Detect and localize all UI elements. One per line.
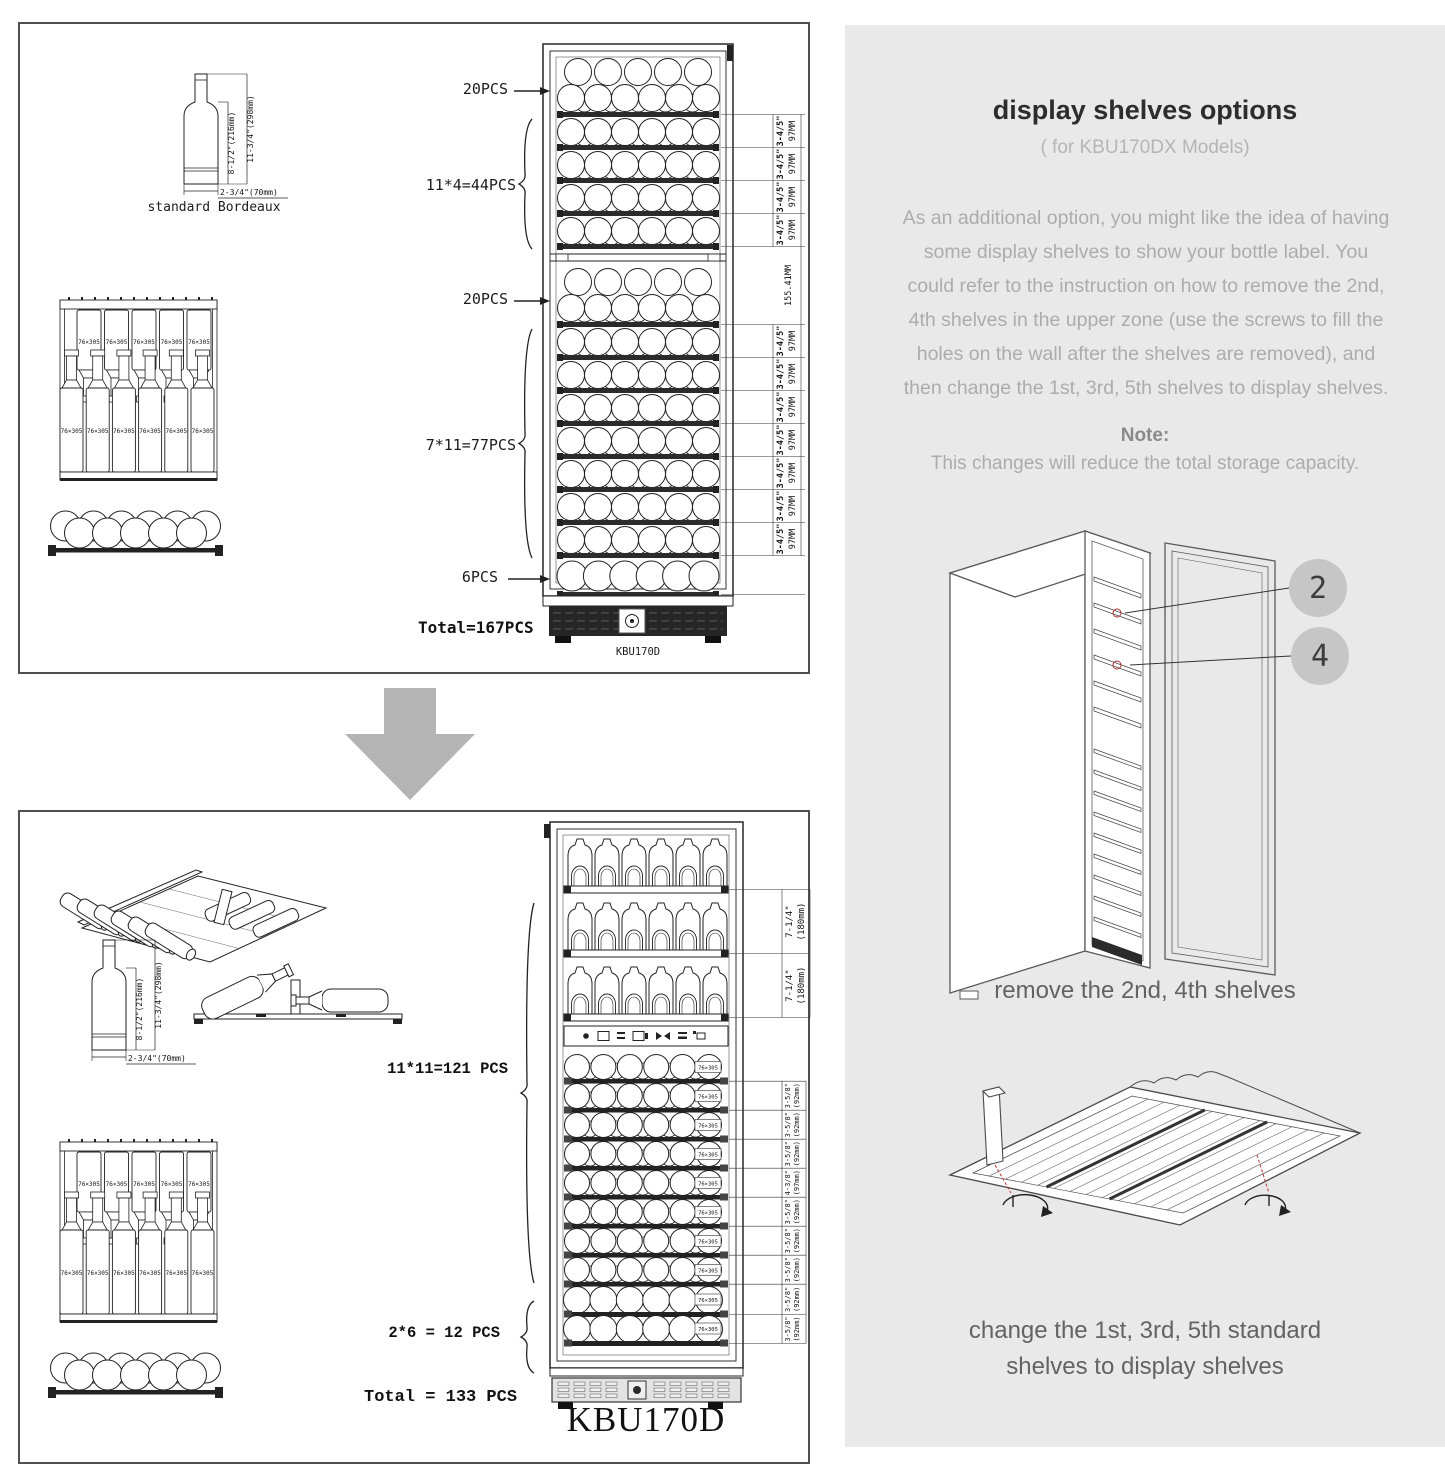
svg-text:97MM: 97MM: [788, 396, 798, 418]
svg-text:97MM: 97MM: [788, 528, 798, 550]
svg-text:76×305: 76×305: [160, 1181, 183, 1188]
svg-text:76×305: 76×305: [60, 1270, 83, 1277]
display-shelf-side-drawing: [188, 940, 413, 1040]
svg-text:4: 4: [1310, 639, 1330, 674]
caption-change-shelves-line2: shelves to display shelves: [1006, 1353, 1284, 1380]
svg-text:76×305: 76×305: [165, 1270, 188, 1277]
standard-bordeaux-bottle-drawing: [148, 64, 298, 214]
svg-text:76×305: 76×305: [698, 1152, 718, 1159]
svg-text:3-4/5": 3-4/5": [776, 115, 786, 147]
svg-text:(92mm): (92mm): [793, 1083, 801, 1109]
svg-text:(92mm): (92mm): [793, 1141, 801, 1167]
bottle-caption: standard Bordeaux: [147, 200, 281, 215]
svg-text:2: 2: [1308, 571, 1328, 606]
svg-text:2-3/4"(70mm): 2-3/4"(70mm): [220, 188, 278, 197]
arrow-right-icon: [514, 85, 550, 97]
svg-text:76×305: 76×305: [698, 1065, 718, 1072]
label-44pcs: 11*4=44PCS: [425, 176, 516, 194]
arrow-right-icon: [508, 573, 550, 585]
brace-121-zone: [520, 902, 536, 1284]
svg-text:3-4/5": 3-4/5": [776, 391, 786, 423]
label-20pcs-top: 20PCS: [462, 80, 508, 98]
svg-text:76×305: 76×305: [139, 1270, 161, 1277]
svg-text:76×305: 76×305: [698, 1210, 718, 1217]
svg-text:97MM: 97MM: [788, 186, 798, 208]
cabinet-front-view-167: [533, 42, 833, 654]
svg-text:3-4/5": 3-4/5": [776, 148, 786, 180]
svg-text:(92mm): (92mm): [793, 1112, 801, 1138]
svg-text:76×305: 76×305: [698, 1181, 718, 1188]
label-total-133: Total = 133 PCS: [364, 1388, 518, 1407]
svg-text:76×305: 76×305: [78, 1181, 100, 1188]
svg-text:3-4/5": 3-4/5": [776, 358, 786, 390]
svg-text:97MM: 97MM: [788, 330, 798, 352]
svg-text:76×305: 76×305: [188, 339, 210, 346]
svg-text:8-1/2"(216mm): 8-1/2"(216mm): [227, 111, 236, 175]
svg-text:76×305: 76×305: [698, 1268, 718, 1275]
svg-text:3-4/5": 3-4/5": [776, 424, 786, 456]
bottom-capacity-panel: [18, 810, 810, 1464]
svg-text:76×305: 76×305: [105, 339, 128, 346]
svg-text:(180mm): (180mm): [797, 902, 807, 941]
section-paragraph: As an additional option, you might like the idea of having some display shelves to show your bottle label. You could refer to the instruction on how to remove the 2nd, 4th shelves in the upper zone (use the screws to fill the holes on the wall after the shelves are removed), and then change the 1st, 3rd, 5th shelves to display shelves.: [902, 207, 1390, 399]
svg-text:3-4/5": 3-4/5": [776, 523, 786, 555]
svg-text:76×305: 76×305: [139, 428, 161, 435]
svg-text:76×305: 76×305: [113, 1270, 135, 1277]
svg-text:97MM: 97MM: [788, 363, 798, 385]
svg-text:97MM: 97MM: [788, 429, 798, 451]
display-shelf-3d-illustration: [925, 1065, 1395, 1280]
brace-lower-zone: [518, 328, 534, 559]
svg-text:76×305: 76×305: [698, 1123, 718, 1130]
svg-text:7-1/4": 7-1/4": [785, 969, 795, 1002]
label-total-167: Total=167PCS: [418, 618, 534, 637]
label-6pcs: 6PCS: [461, 568, 498, 586]
svg-text:7-1/4": 7-1/4": [785, 905, 795, 938]
svg-text:76×305: 76×305: [698, 1239, 718, 1246]
section-title: display shelves options: [992, 95, 1298, 125]
shelf-side-view-drawing: [48, 508, 223, 560]
svg-text:76×305: 76×305: [165, 428, 188, 435]
svg-text:(92mm): (92mm): [793, 1286, 801, 1312]
label-121pcs: 11*11=121 PCS: [387, 1060, 508, 1078]
bottle-dimension-drawing: [56, 930, 206, 1080]
svg-text:(92mm): (92mm): [793, 1316, 801, 1342]
display-shelves-options-panel: [845, 25, 1445, 1447]
svg-text:(92mm): (92mm): [793, 1228, 801, 1254]
svg-text:3-4/5": 3-4/5": [776, 181, 786, 213]
svg-text:4-3/8": 4-3/8": [784, 1170, 792, 1196]
svg-text:97MM: 97MM: [788, 462, 798, 484]
svg-text:76×305: 76×305: [133, 1181, 155, 1188]
svg-text:76×305: 76×305: [86, 428, 109, 435]
svg-text:3-5/8": 3-5/8": [784, 1316, 792, 1342]
svg-text:3-4/5": 3-4/5": [776, 325, 786, 357]
svg-text:3-4/5": 3-4/5": [776, 490, 786, 522]
svg-text:97MM: 97MM: [788, 153, 798, 175]
svg-text:155.41MM: 155.41MM: [784, 265, 794, 306]
svg-text:3-5/8": 3-5/8": [784, 1112, 792, 1138]
svg-text:3-5/8": 3-5/8": [784, 1228, 792, 1254]
model-label-large: KBU170D: [566, 1400, 726, 1439]
top-capacity-panel: [18, 22, 810, 674]
svg-text:76×305: 76×305: [105, 1181, 128, 1188]
svg-text:(97mm): (97mm): [793, 1170, 801, 1196]
svg-text:76×305: 76×305: [698, 1298, 718, 1304]
svg-text:97MM: 97MM: [788, 495, 798, 517]
svg-text:3-5/8": 3-5/8": [784, 1286, 792, 1312]
svg-text:11-3/4"(298mm): 11-3/4"(298mm): [246, 95, 255, 163]
shelf-grid-drawing: [56, 292, 221, 484]
wine-cooler-open-door-illustration: [920, 513, 1420, 975]
svg-text:3-4/5": 3-4/5": [776, 214, 786, 246]
svg-text:76×305: 76×305: [191, 1270, 214, 1277]
svg-text:97MM: 97MM: [788, 219, 798, 241]
svg-text:97MM: 97MM: [788, 120, 798, 142]
svg-text:76×305: 76×305: [191, 428, 214, 435]
svg-text:76×305: 76×305: [60, 428, 83, 435]
svg-text:76×305: 76×305: [160, 339, 183, 346]
svg-text:(180mm): (180mm): [797, 966, 807, 1005]
svg-text:76×305: 76×305: [698, 1327, 718, 1333]
svg-text:76×305: 76×305: [86, 1270, 109, 1277]
brace-upper-zone: [518, 118, 534, 250]
svg-text:3-5/8": 3-5/8": [784, 1199, 792, 1225]
svg-text:76×305: 76×305: [188, 1181, 210, 1188]
svg-text:76×305: 76×305: [133, 339, 155, 346]
svg-text:(92mm): (92mm): [793, 1199, 801, 1225]
svg-text:11-3/4"(298mm): 11-3/4"(298mm): [154, 961, 163, 1029]
svg-text:8-1/2"(216mm): 8-1/2"(216mm): [135, 977, 144, 1041]
label-20pcs-mid: 20PCS: [462, 290, 508, 308]
svg-text:(92mm): (92mm): [793, 1257, 801, 1283]
svg-text:3-5/8": 3-5/8": [784, 1257, 792, 1283]
shelf-side-view-drawing: [48, 1350, 223, 1402]
model-label-small: KBU170D: [615, 646, 661, 658]
label-77pcs: 7*11=77PCS: [425, 436, 516, 454]
shelf-grid-drawing: [56, 1134, 221, 1326]
svg-text:2-3/4"(70mm): 2-3/4"(70mm): [128, 1054, 186, 1063]
arrow-right-icon: [514, 295, 550, 307]
svg-text:3-5/8": 3-5/8": [784, 1083, 792, 1109]
down-arrow-icon: [345, 688, 475, 800]
svg-text:76×305: 76×305: [78, 339, 100, 346]
cabinet-front-view-133: [538, 820, 838, 1412]
svg-text:76×305: 76×305: [113, 428, 135, 435]
note-text: This changes will reduce the total storage capacity.: [930, 453, 1360, 474]
svg-text:76×305: 76×305: [698, 1094, 718, 1101]
caption-change-shelves-line1: change the 1st, 3rd, 5th standard: [968, 1317, 1322, 1344]
label-12pcs: 2*6 = 12 PCS: [388, 1324, 500, 1342]
caption-remove-shelves: remove the 2nd, 4th shelves: [994, 977, 1296, 1004]
svg-text:3-4/5": 3-4/5": [776, 457, 786, 489]
section-subtitle: ( for KBU170DX Models): [1040, 137, 1250, 158]
note-label: Note:: [1120, 425, 1170, 446]
brace-12-zone: [520, 1300, 536, 1374]
svg-text:3-5/8": 3-5/8": [784, 1141, 792, 1167]
